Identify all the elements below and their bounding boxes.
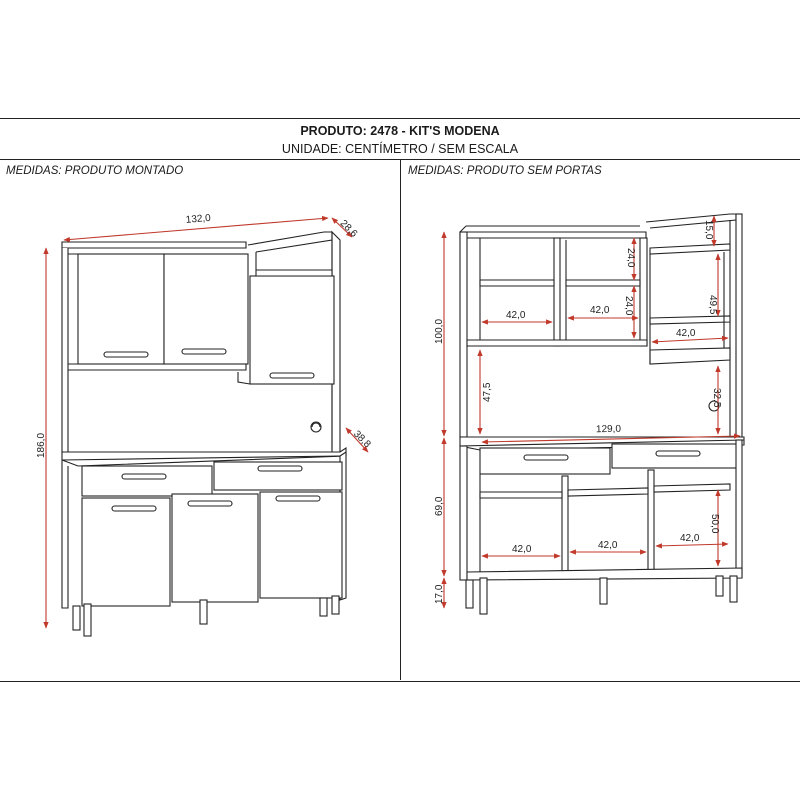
lower-right-side — [736, 440, 742, 578]
upper-top-panel — [460, 232, 646, 238]
dim-feet-height-label: 17,0 — [434, 584, 445, 604]
lower-door-middle — [172, 494, 258, 602]
right-door-side — [238, 372, 250, 384]
dim-upper-height-label: 100,0 — [434, 318, 445, 344]
upper-door-right — [250, 276, 334, 384]
right-tower-top — [646, 214, 736, 228]
right-niche-shelf-3 — [650, 348, 730, 364]
no-doors-cabinet-drawing — [460, 214, 744, 614]
handle-drawer-left — [122, 474, 166, 479]
foot-1 — [73, 606, 80, 630]
foot-5 — [730, 576, 737, 602]
dim-counter-width-label: 129,0 — [595, 423, 622, 436]
dim-open-height-label: 47,5 — [482, 382, 493, 402]
lower-door-right — [260, 492, 342, 598]
drawer-left — [480, 448, 610, 474]
handle-lower-left — [112, 506, 156, 511]
lower-divider-1 — [562, 476, 568, 576]
handle-drawer-left — [524, 455, 568, 460]
upper-base-shelf — [467, 340, 647, 346]
right-niche-shelf-1 — [650, 244, 730, 254]
shelf-1 — [480, 280, 554, 286]
dim-shelf-2-label: 24,0 — [623, 296, 634, 316]
no-doors-dimensions — [444, 216, 740, 608]
dim-depth-base-label: 38,8 — [351, 428, 373, 451]
lower-door-left — [82, 498, 170, 606]
left-upright — [62, 248, 68, 452]
no-doors-caption: MEDIDAS: PRODUTO SEM PORTAS — [408, 165, 602, 177]
foot-3 — [200, 600, 207, 624]
upper-door-left — [78, 254, 164, 364]
dim-width-label: 132,0 — [185, 212, 212, 226]
lower-shelf-2 — [568, 488, 648, 496]
dim-niche-w2-label: 42,0 — [590, 305, 610, 316]
dim-right-niche-label: 49,5 — [707, 295, 718, 315]
lower-divider-2 — [648, 470, 654, 574]
dim-right-open-label: 32,5 — [711, 388, 722, 408]
upper-door-middle — [164, 254, 248, 364]
lower-left-side — [62, 460, 68, 608]
dim-niche-w1-label: 42,0 — [506, 310, 526, 321]
lower-shelf-1 — [480, 492, 562, 498]
right-upright — [736, 214, 742, 437]
dim-base-w1-label: 42,0 — [512, 544, 532, 555]
assembled-cabinet-drawing — [62, 232, 346, 636]
divider-1 — [554, 238, 560, 346]
product-title: PRODUTO: 2478 - KIT'S MODENA — [300, 124, 500, 138]
dim-height-label: 186,0 — [36, 432, 47, 458]
right-niche-shelf-2 — [650, 316, 730, 324]
dim-base-height-label: 69,0 — [434, 496, 445, 516]
dim-niche-w3-label: 42,0 — [676, 328, 696, 339]
foot-3 — [600, 578, 607, 604]
shelf-2 — [566, 280, 640, 286]
foot-1 — [466, 580, 473, 608]
handle-upper-left — [104, 352, 148, 357]
right-tower-top — [248, 232, 332, 252]
upper-top-panel — [62, 242, 246, 248]
handle-lower-right — [276, 496, 320, 501]
foot-4 — [716, 576, 723, 596]
divider-2 — [640, 238, 647, 346]
lower-shelf-3 — [654, 484, 730, 492]
dim-depth-top-label: 28,6 — [337, 218, 360, 240]
dim-base-inner-label: 50,0 — [709, 514, 720, 534]
foot-5 — [332, 596, 339, 614]
handle-lower-middle — [188, 501, 232, 506]
foot-2 — [84, 604, 91, 636]
lower-left-side — [460, 446, 467, 580]
left-upright — [460, 232, 467, 437]
drawer-left — [82, 466, 212, 496]
unit-label: UNIDADE: CENTÍMETRO / SEM ESCALA — [281, 142, 519, 156]
dim-niche-top-label: 15,0 — [703, 220, 714, 240]
dim-base-w3 — [656, 544, 728, 546]
handle-upper-middle — [182, 349, 226, 354]
handle-drawer-right — [258, 466, 302, 471]
foot-4 — [320, 598, 327, 616]
dim-shelf-1-label: 24,0 — [625, 248, 636, 268]
right-niche-shelf — [256, 270, 332, 276]
handle-upper-right — [270, 373, 314, 378]
dim-base-w2-label: 42,0 — [598, 540, 618, 551]
handle-drawer-right — [656, 451, 700, 456]
assembled-caption: MEDIDAS: PRODUTO MONTADO — [6, 165, 184, 177]
dim-base-w3-label: 42,0 — [680, 533, 700, 544]
foot-2 — [480, 578, 487, 614]
